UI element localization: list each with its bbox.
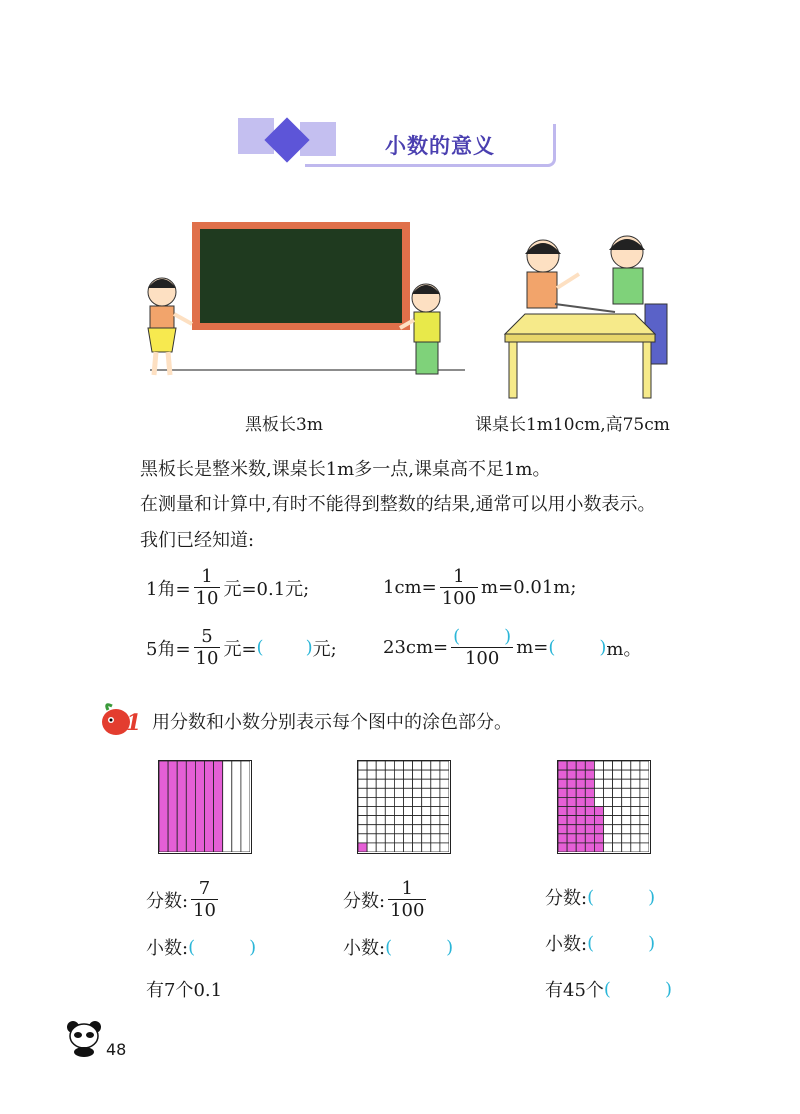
shaded-cell (585, 779, 594, 788)
math-text: 元; (312, 638, 337, 660)
fraction-answer: 分数: $\frac{7}{10}$ (146, 878, 216, 921)
grid-cell (394, 843, 403, 852)
grid-cell (622, 770, 631, 779)
grid-cell (431, 825, 440, 834)
shaded-cell (567, 843, 576, 852)
shaded-cell (585, 788, 594, 797)
grid-cell (404, 807, 413, 816)
grid-cell (604, 779, 613, 788)
grid-cell (404, 761, 413, 770)
grid-cell (594, 761, 603, 770)
grid-cell (631, 770, 640, 779)
grid-cell (640, 797, 649, 806)
grid-cell (431, 770, 440, 779)
grid-cell (367, 843, 376, 852)
grid-cell (440, 788, 449, 797)
grid-cell (404, 779, 413, 788)
grid-cell (604, 825, 613, 834)
grid-cell (594, 779, 603, 788)
grid-cell (613, 797, 622, 806)
grid-cell (431, 834, 440, 843)
grid-cell (367, 825, 376, 834)
grid-cell (440, 834, 449, 843)
grid-cell (613, 834, 622, 843)
answer-blank-close: ) (599, 637, 607, 658)
grid-cell (622, 788, 631, 797)
grid-cell (367, 761, 376, 770)
fraction: $\frac{1}{100}$ (390, 878, 425, 921)
grid-cell (440, 843, 449, 852)
grid-cell (613, 816, 622, 825)
figure-hundredths-grid-45 (557, 760, 651, 854)
grid-cell (604, 834, 613, 843)
grid-cell (422, 779, 431, 788)
grid-cell (631, 779, 640, 788)
grid-cell (358, 761, 367, 770)
grid-cell (431, 797, 440, 806)
math-text: 元=0.1元; (223, 578, 310, 600)
grid-cell (413, 761, 422, 770)
shaded-cell (567, 779, 576, 788)
grid-cell (358, 797, 367, 806)
exercise-number-icon (98, 702, 146, 738)
grid-cell (631, 788, 640, 797)
shaded-cell (576, 825, 585, 834)
shaded-cell (558, 843, 567, 852)
shaded-cell (558, 761, 567, 770)
grid-cell (440, 807, 449, 816)
shaded-cell (585, 816, 594, 825)
answer-blank-open: ( (256, 637, 264, 658)
grid-cell (413, 788, 422, 797)
desk-caption: 课桌长1m10cm,高75cm (475, 415, 670, 435)
svg-text:1: 1 (126, 710, 142, 736)
shaded-strip (159, 761, 168, 852)
shaded-cell (576, 779, 585, 788)
math-text: m=0.01m; (481, 577, 577, 598)
strip (241, 761, 250, 852)
grid-cell (422, 788, 431, 797)
desk-illustration (495, 228, 685, 400)
fraction: $\frac{1}{10}$ (195, 566, 219, 609)
shaded-cell (567, 797, 576, 806)
panda-icon (64, 1018, 106, 1058)
grid-cell (376, 807, 385, 816)
blackboard-caption: 黑板长3m (245, 415, 323, 435)
grid-cell (358, 788, 367, 797)
grid-cell (376, 761, 385, 770)
grid-cell (385, 843, 394, 852)
grid-cell (376, 788, 385, 797)
grid-cell (404, 843, 413, 852)
shaded-cell (594, 807, 603, 816)
shaded-cell (585, 834, 594, 843)
grid-cell (413, 770, 422, 779)
grid-cell (367, 816, 376, 825)
grid-cell (404, 770, 413, 779)
shaded-cell (567, 816, 576, 825)
grid-cell (385, 797, 394, 806)
body-text-line: 黑板长是整米数,课桌长1m多一点,课桌高不足1m。 (140, 459, 551, 480)
grid-cell (604, 788, 613, 797)
math-text: 5角= (146, 638, 191, 660)
shaded-cell (594, 834, 603, 843)
grid-cell (385, 788, 394, 797)
grid-cell (594, 770, 603, 779)
math-text: 23cm= (383, 637, 449, 658)
grid-cell (376, 816, 385, 825)
math-row (146, 626, 337, 669)
shaded-cell (576, 816, 585, 825)
shaded-cell (567, 770, 576, 779)
blackboard-illustration (130, 220, 470, 400)
answer-blank-open: ( (548, 637, 556, 658)
grid-cell (394, 834, 403, 843)
shaded-cell (576, 797, 585, 806)
math-text: m。 (606, 638, 642, 660)
math-text: m= (516, 637, 549, 658)
grid-cell (613, 807, 622, 816)
decimal-answer: 小数: ( ) (343, 936, 454, 959)
grid-cell (413, 816, 422, 825)
grid-cell (376, 770, 385, 779)
grid-cell (440, 761, 449, 770)
grid-cell (640, 807, 649, 816)
fraction-answer: 分数: $\frac{1}{100}$ (343, 878, 425, 921)
blackboard-surface (200, 229, 402, 323)
grid-cell (431, 779, 440, 788)
grid-cell (431, 816, 440, 825)
grid-cell (622, 807, 631, 816)
grid-cell (413, 834, 422, 843)
grid-cell (422, 825, 431, 834)
grid-cell (431, 843, 440, 852)
grid-cell (640, 761, 649, 770)
note-text: 有7个0.1 (146, 980, 223, 1001)
grid-cell (622, 816, 631, 825)
strip (223, 761, 232, 852)
grid-cell (404, 834, 413, 843)
grid-cell (640, 816, 649, 825)
shaded-cell (585, 761, 594, 770)
grid-cell (631, 834, 640, 843)
grid-cell (358, 825, 367, 834)
shaded-strip (205, 761, 214, 852)
grid-cell (422, 816, 431, 825)
girl-figure (525, 240, 579, 308)
grid-cell (413, 825, 422, 834)
grid-cell (385, 807, 394, 816)
grid-cell (640, 843, 649, 852)
shaded-cell (594, 816, 603, 825)
grid-cell (358, 816, 367, 825)
grid-cell (594, 788, 603, 797)
grid-cell (604, 843, 613, 852)
grid-cell (422, 770, 431, 779)
grid-cell (394, 807, 403, 816)
grid-cell (404, 797, 413, 806)
shaded-cell (594, 825, 603, 834)
answer-blank-close: ) (305, 637, 313, 658)
grid-cell (376, 779, 385, 788)
body-text-line: 我们已经知道: (140, 530, 255, 551)
grid-cell (367, 779, 376, 788)
grid-cell (431, 807, 440, 816)
grid-cell (358, 770, 367, 779)
math-row (146, 566, 309, 609)
fraction: $\frac{5}{10}$ (195, 626, 219, 669)
fraction: $\frac{7}{10}$ (193, 878, 216, 921)
grid-cell (413, 843, 422, 852)
grid-cell (385, 825, 394, 834)
shaded-cell (558, 797, 567, 806)
math-row (383, 566, 576, 609)
grid-cell (404, 816, 413, 825)
grid-cell (422, 807, 431, 816)
grid-cell (594, 797, 603, 806)
grid-cell (413, 779, 422, 788)
shaded-cell (567, 788, 576, 797)
decimal-answer: 小数: ( ) (545, 932, 656, 955)
girl-figure (148, 278, 192, 375)
shaded-cell (558, 816, 567, 825)
shaded-cell (558, 788, 567, 797)
note-text: 有45个 ( ) (545, 978, 672, 1001)
shaded-cell (558, 779, 567, 788)
shaded-cell (567, 761, 576, 770)
fraction: $\frac{( )}{100}$ (453, 626, 512, 669)
grid-cell (367, 807, 376, 816)
grid-cell (394, 825, 403, 834)
grid-cell (631, 761, 640, 770)
grid-cell (604, 816, 613, 825)
math-row (383, 626, 642, 669)
grid-cell (358, 779, 367, 788)
grid-cell (413, 797, 422, 806)
shaded-cell (558, 770, 567, 779)
grid-cell (613, 770, 622, 779)
grid-cell (367, 770, 376, 779)
grid-cell (385, 834, 394, 843)
shaded-cell (576, 761, 585, 770)
grid-cell (631, 843, 640, 852)
grid-cell (631, 807, 640, 816)
shaded-cell (576, 834, 585, 843)
grid-cell (431, 788, 440, 797)
shaded-cell (567, 825, 576, 834)
shaded-cell (567, 834, 576, 843)
grid-cell (394, 779, 403, 788)
grid-cell (640, 788, 649, 797)
answer-blank[interactable]: ( ) (453, 626, 512, 647)
grid-cell (622, 797, 631, 806)
grid-cell (604, 797, 613, 806)
shaded-cell (567, 807, 576, 816)
grid-cell (440, 779, 449, 788)
grid-cell (640, 779, 649, 788)
figure-tenths-grid (158, 760, 252, 854)
fraction-answer: 分数: ( ) (545, 886, 656, 909)
shaded-cell (594, 843, 603, 852)
grid-cell (422, 761, 431, 770)
grid-cell (604, 761, 613, 770)
grid-cell (440, 816, 449, 825)
shaded-strip (168, 761, 177, 852)
shaded-cell (585, 843, 594, 852)
measuring-tape (555, 304, 615, 312)
grid-cell (431, 761, 440, 770)
grid-cell (404, 788, 413, 797)
grid-cell (422, 843, 431, 852)
shaded-cell (576, 807, 585, 816)
grid-cell (604, 807, 613, 816)
grid-cell (622, 761, 631, 770)
grid-cell (367, 797, 376, 806)
grid-cell (358, 807, 367, 816)
shaded-cell (358, 843, 367, 852)
figure-hundredths-grid-1 (357, 760, 451, 854)
page-title: 小数的意义 (385, 134, 495, 158)
boy-figure (609, 236, 667, 364)
grid-cell (622, 843, 631, 852)
grid-cell (622, 779, 631, 788)
grid-cell (613, 825, 622, 834)
grid-cell (640, 834, 649, 843)
math-text: 元= (223, 638, 257, 660)
grid-cell (394, 770, 403, 779)
grid-cell (622, 834, 631, 843)
shaded-cell (576, 788, 585, 797)
strip (232, 761, 241, 852)
decimal-answer: 小数: ( ) (146, 936, 257, 959)
grid-cell (613, 761, 622, 770)
grid-cell (394, 797, 403, 806)
shaded-cell (585, 770, 594, 779)
grid-cell (404, 825, 413, 834)
shaded-cell (576, 843, 585, 852)
grid-cell (613, 779, 622, 788)
shaded-cell (585, 825, 594, 834)
body-text-line: 在测量和计算中,有时不能得到整数的结果,通常可以用小数表示。 (140, 494, 656, 515)
exercise-instruction: 用分数和小数分别表示每个图中的涂色部分。 (152, 712, 512, 733)
shaded-strip (177, 761, 186, 852)
math-text: 1cm= (383, 577, 437, 598)
shaded-cell (585, 807, 594, 816)
grid-cell (613, 788, 622, 797)
shaded-cell (558, 807, 567, 816)
desk-top (505, 314, 655, 334)
math-text: 1角= (146, 578, 191, 600)
grid-cell (631, 816, 640, 825)
shaded-strip (195, 761, 204, 852)
grid-cell (422, 834, 431, 843)
grid-cell (385, 770, 394, 779)
grid-cell (385, 816, 394, 825)
grid-cell (376, 834, 385, 843)
shaded-cell (558, 825, 567, 834)
shaded-cell (576, 770, 585, 779)
grid-cell (613, 843, 622, 852)
page-number: 48 (106, 1040, 127, 1059)
grid-cell (385, 761, 394, 770)
shaded-cell (585, 797, 594, 806)
grid-cell (640, 825, 649, 834)
grid-cell (367, 788, 376, 797)
grid-cell (358, 834, 367, 843)
grid-cell (440, 825, 449, 834)
grid-cell (622, 825, 631, 834)
grid-cell (640, 770, 649, 779)
grid-cell (394, 816, 403, 825)
shaded-strip (186, 761, 195, 852)
grid-cell (631, 797, 640, 806)
grid-cell (394, 761, 403, 770)
grid-cell (394, 788, 403, 797)
grid-cell (376, 843, 385, 852)
shaded-cell (558, 834, 567, 843)
shaded-strip (214, 761, 223, 852)
grid-cell (367, 834, 376, 843)
grid-cell (440, 770, 449, 779)
fraction: $\frac{1}{100}$ (441, 566, 477, 609)
grid-cell (631, 825, 640, 834)
grid-cell (440, 797, 449, 806)
grid-cell (385, 779, 394, 788)
grid-cell (422, 797, 431, 806)
grid-cell (604, 770, 613, 779)
grid-cell (413, 807, 422, 816)
grid-cell (376, 797, 385, 806)
grid-cell (376, 825, 385, 834)
